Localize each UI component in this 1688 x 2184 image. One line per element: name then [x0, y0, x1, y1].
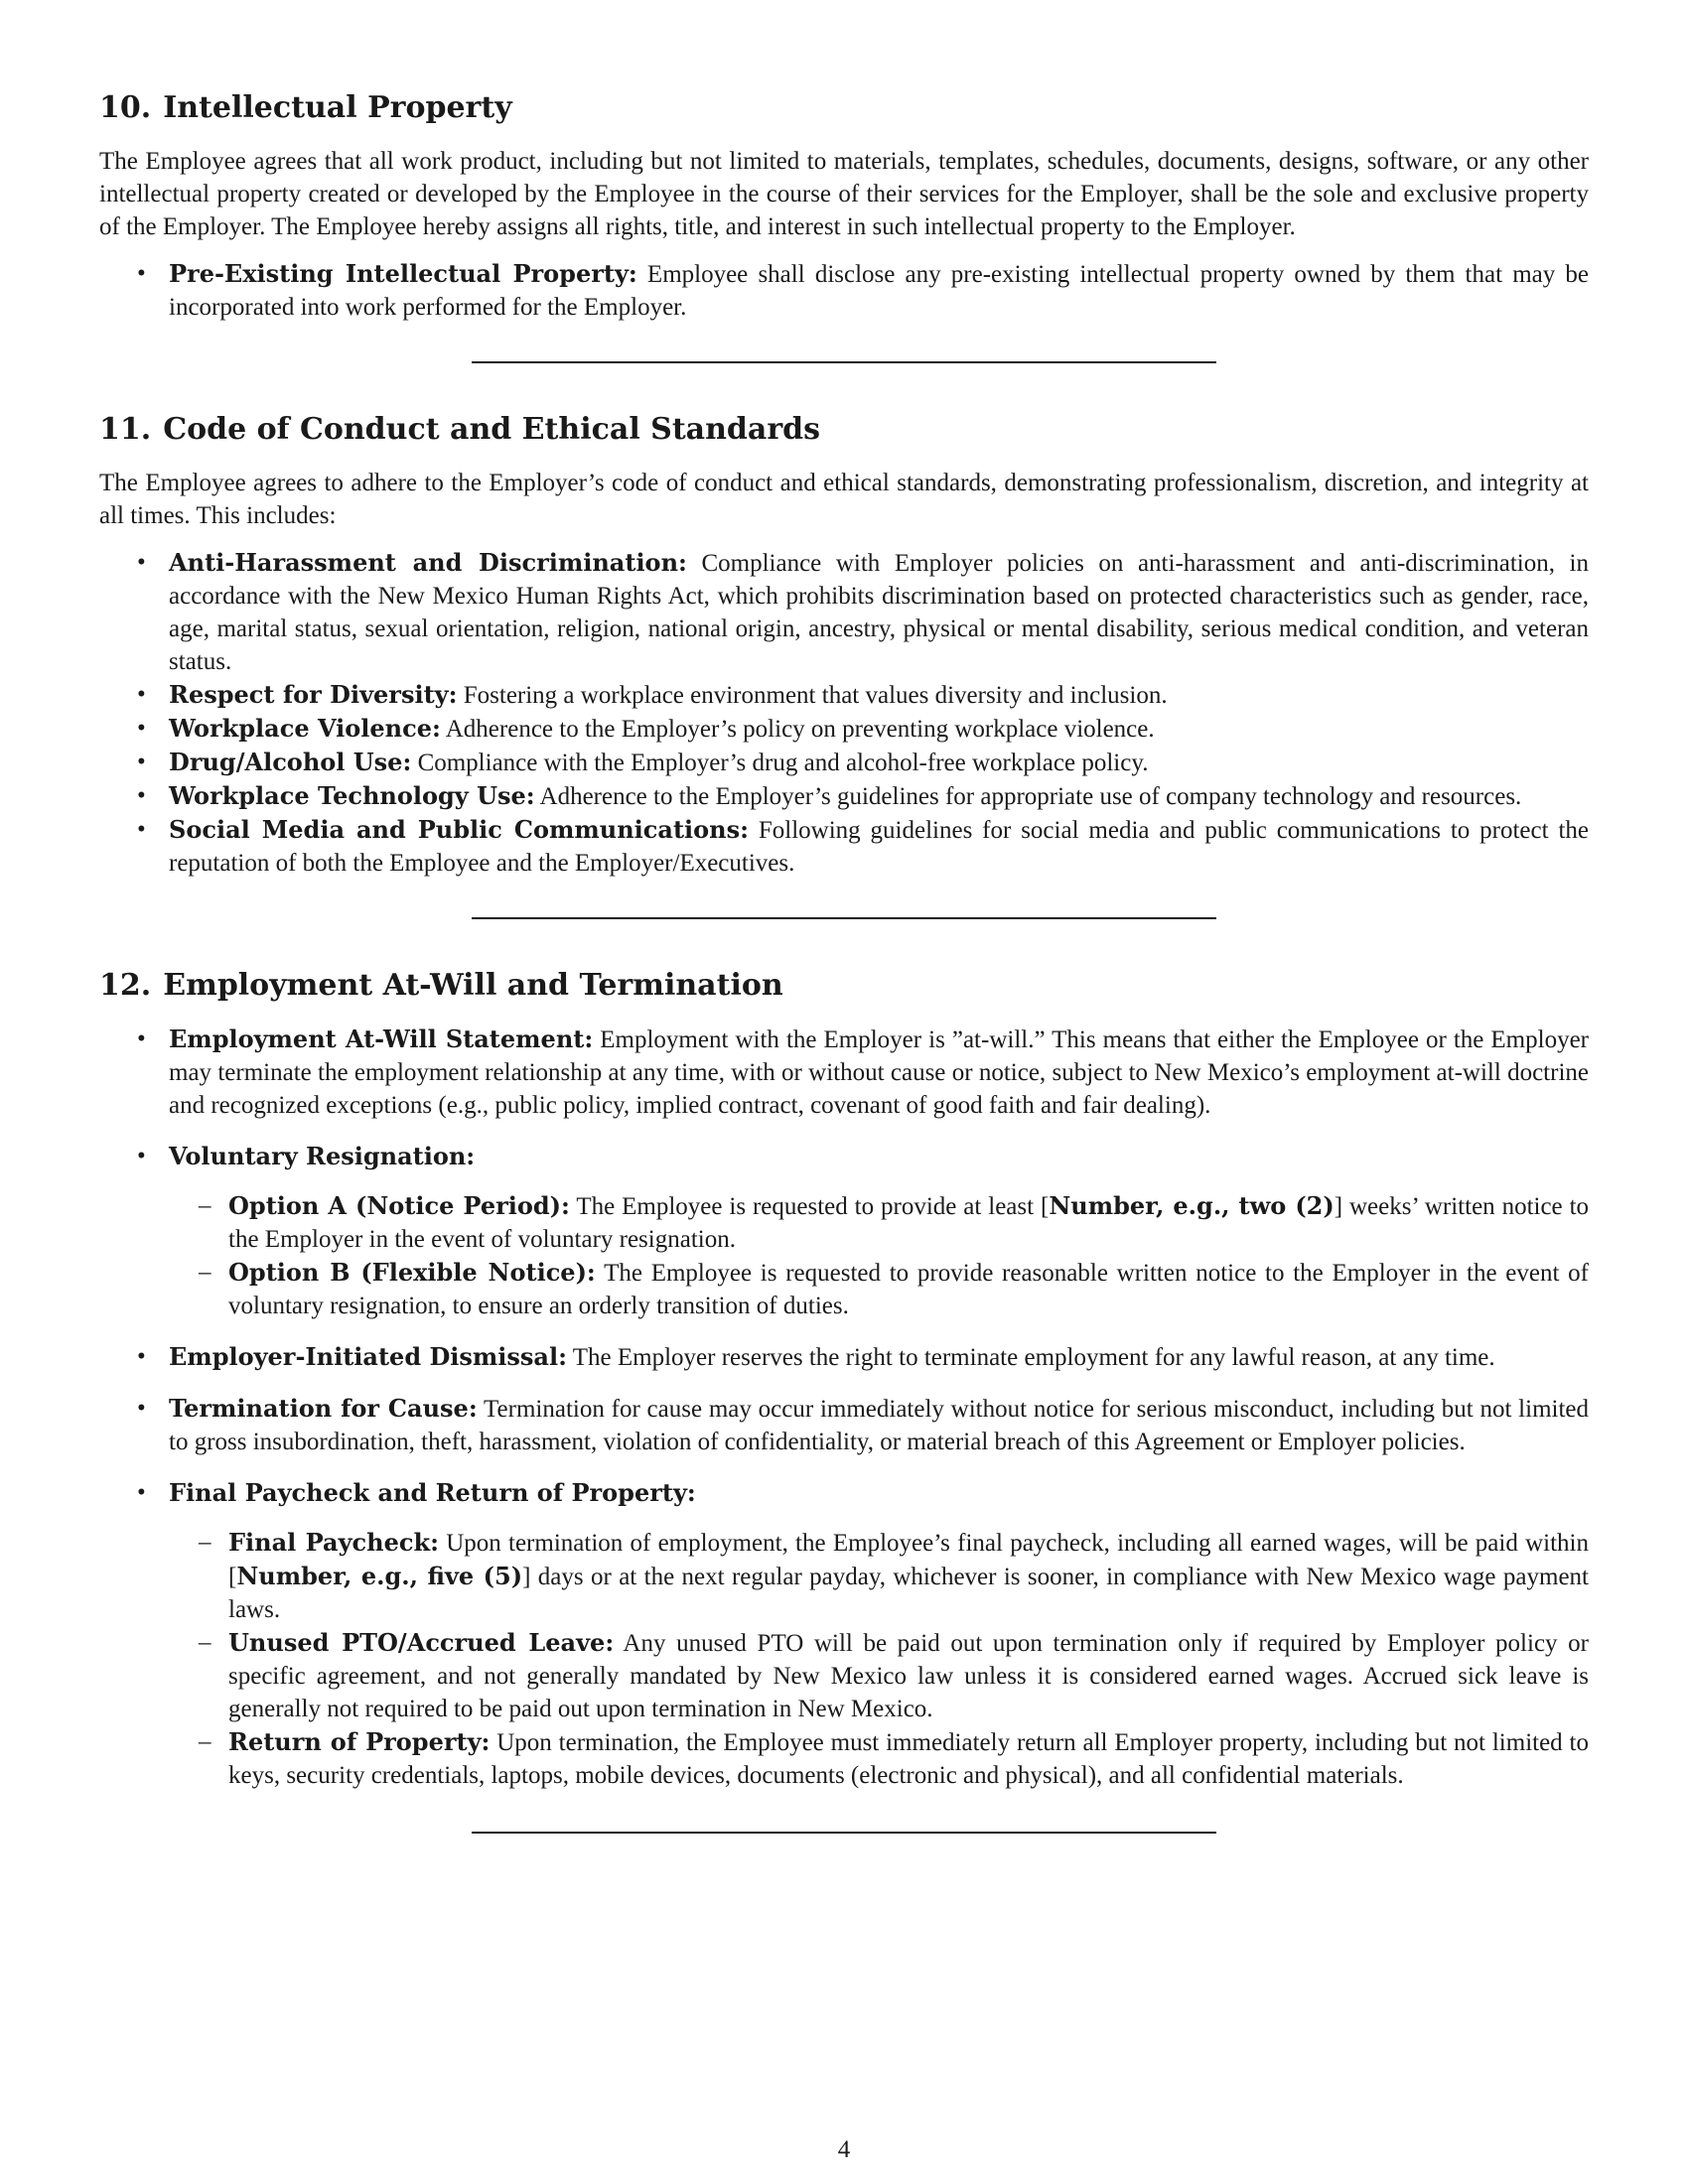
list-item: • Workplace Technology Use: Adherence to the Employer’s guidelines for appropriate use of company technology and resources. [99, 779, 1589, 813]
document-page [99, 89, 1589, 1834]
sub-list-item: – Unused PTO/Accrued Leave: Any unused PTO will be paid out upon termination only if required by Employer policy or specific agreement, and not generally mandated by New Mexico law unless it is considered earned wages. Accrued sick leave is generally not required to be paid out upon termination in New Mexico. [169, 1626, 1589, 1725]
list-item: • Termination for Cause: Termination for cause may occur immediately without notice for serious misconduct, including but not limited to gross insubordination, theft, harassment, violation of confidentiality, or material breach of this Agreement or Employer policies. [99, 1392, 1589, 1458]
list-item: • Respect for Diversity: Fostering a workplace environment that values diversity and inclusion. [99, 678, 1589, 712]
list-item: • Drug/Alcohol Use: Compliance with the Employer’s drug and alcohol-free workplace policy. [99, 746, 1589, 779]
sub-list-item: – Return of Property: Upon termination, the Employee must immediately return all Employer property, including but not limited to keys, security credentials, laptops, mobile devices, documents (electronic and physical), and all confidential materials. [169, 1725, 1589, 1792]
sub-list-item: – Final Paycheck: Upon termination of employment, the Employee’s final paycheck, including all earned wages, will be paid within [Number, e.g., five (5)] days or at the next regular payday, whichever is sooner, in compliance with New Mexico wage payment laws. [169, 1526, 1589, 1626]
section-paragraph: The Employee agrees that all work product, including but not limited to materials, templates, schedules, documents, designs, software, or any other intellectual property created or developed by the Employee in the course of their services for the Employer, shall be the sole and exclusive property of the Employer. The Employee hereby assigns all rights, title, and interest in such intellectual property to the Employer. [99, 148, 1589, 240]
section-divider [472, 1832, 1216, 1834]
list-item: • Anti-Harassment and Discrimination: Compliance with Employer policies on anti-harassment and anti-discrimination, in accordance with the New Mexico Human Rights Act, which prohibits discrimination based on protected characteristics such as gender, race, age, marital status, sexual orientation, religion, national origin, ancestry, physical or mental disability, serious medical condition, and veteran status. [99, 546, 1589, 678]
section-paragraph: The Employee agrees to adhere to the Employer’s code of conduct and ethical standards, demonstrating professionalism, discretion, and integrity at all times. This includes: [99, 470, 1589, 529]
list-item: • Pre-Existing Intellectual Property: Employee shall disclose any pre-existing intellectual property owned by them that may be incorporated into work performed for the Employer. [99, 257, 1589, 324]
list-item: • Social Media and Public Communications: Following guidelines for social media and public communications to protect the reputation of both the Employee and the Employer/Executives. [99, 813, 1589, 880]
section-10 [99, 89, 1589, 324]
section-heading: 11. Code of Conduct and Ethical Standards [99, 412, 821, 447]
section-heading: 12. Employment At-Will and Termination [99, 968, 783, 1003]
sub-list [169, 1189, 1589, 1322]
section-12 [99, 967, 1589, 1792]
list-item: • Voluntary Resignation: – Option A (Notice Period): The Employee is requested to provide at least [Number, e.g., two (2)] weeks’ written notice to the Employer in the event of voluntary resignation. – Option B (Flexible Notice): The Employee is requested to provide reasonable written notice to the Employer in the event of voluntary resignation, to ensure an orderly transition of duties. [99, 1140, 1589, 1322]
sub-list [169, 1526, 1589, 1792]
list-item: • Final Paycheck and Return of Property: – Final Paycheck: Upon termination of employment, the Employee’s final paycheck, including all earned wages, will be paid within [Number, e.g., five (5)] days or at the next regular payday, whichever is sooner, in compliance with New Mexico wage payment laws. – Unused PTO/Accrued Leave: Any unused PTO will be paid out upon termination only if required by Employer policy or specific agreement, and not generally mandated by New Mexico law unless it is considered earned wages. Accrued sick leave is generally not required to be paid out upon termination in New Mexico. – Return of Property: Upon termination, the Employee must immediately return all Employer property, including but not limited to keys, security credentials, laptops, mobile devices, documents (electronic and physical), and all confidential materials. [99, 1476, 1589, 1792]
list-item: • Employer-Initiated Dismissal: The Employer reserves the right to terminate employment for any lawful reason, at any time. [99, 1340, 1589, 1374]
bullet-list [99, 1023, 1589, 1792]
sub-list-item: – Option A (Notice Period): The Employee is requested to provide at least [Number, e.g., two (2)] weeks’ written notice to the Employer in the event of voluntary resignation. [169, 1189, 1589, 1256]
page-number: 4 [837, 2136, 851, 2163]
bullet-list [99, 257, 1589, 324]
sub-list-item: – Option B (Flexible Notice): The Employee is requested to provide reasonable written notice to the Employer in the event of voluntary resignation, to ensure an orderly transition of duties. [169, 1256, 1589, 1322]
section-heading: 10. Intellectual Property [99, 90, 512, 125]
list-item: • Employment At-Will Statement: Employment with the Employer is ”at-will.” This means that either the Employee or the Employer may terminate the employment relationship at any time, with or without cause or notice, subject to New Mexico’s employment at-will doctrine and recognized exceptions (e.g., public policy, implied contract, covenant of good faith and fair dealing). [99, 1023, 1589, 1122]
section-11 [99, 411, 1589, 880]
list-item: • Workplace Violence: Adherence to the Employer’s policy on preventing workplace violence. [99, 712, 1589, 746]
bullet-list [99, 546, 1589, 880]
